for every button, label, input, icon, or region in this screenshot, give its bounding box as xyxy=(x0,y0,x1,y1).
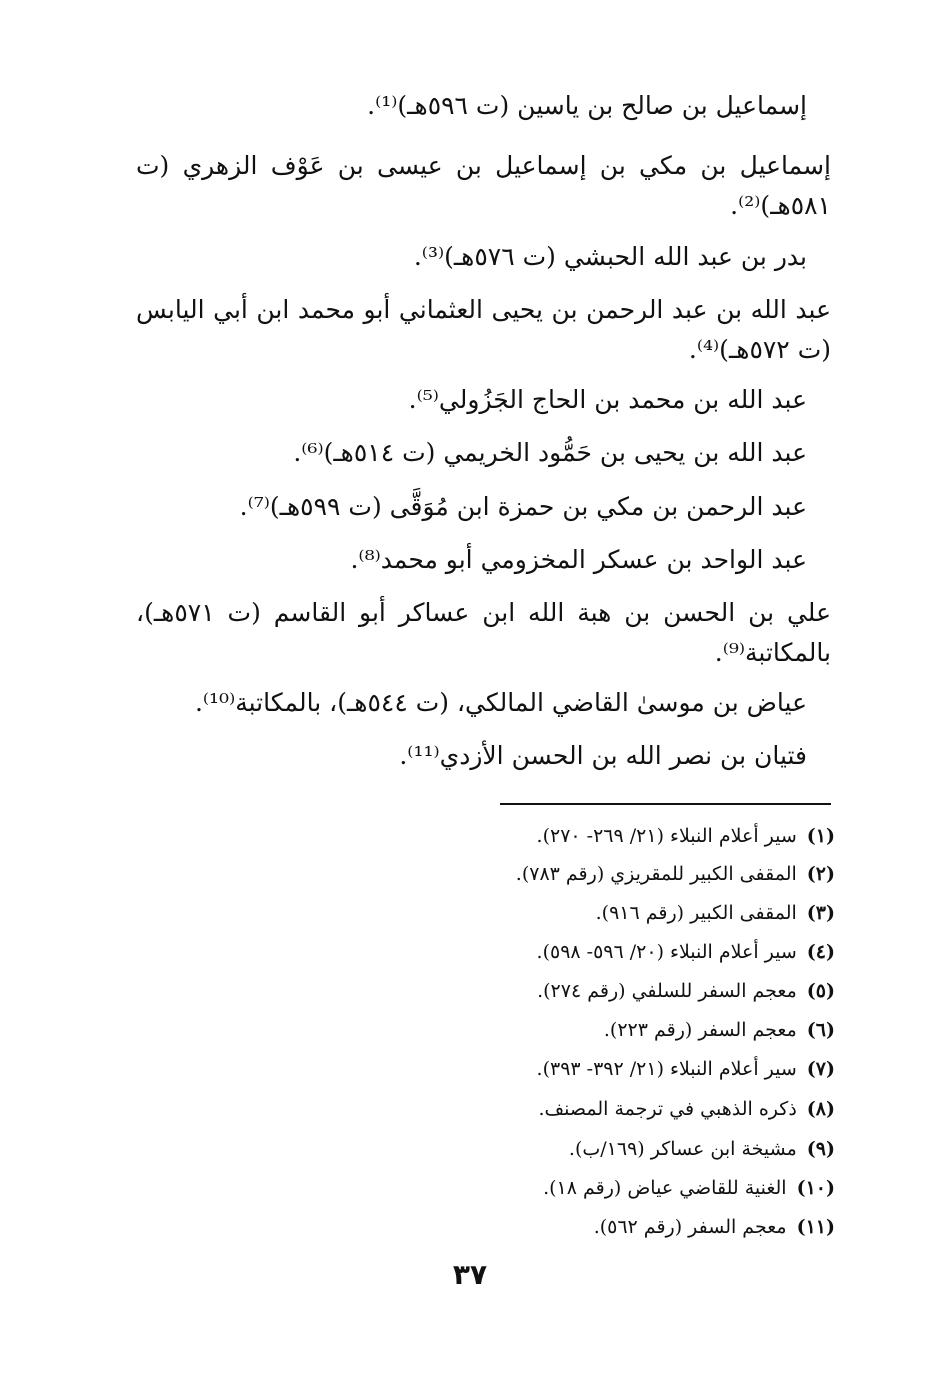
footnote-number: (١٠) xyxy=(796,1177,835,1199)
footnote-10 xyxy=(543,1174,835,1202)
footnote-number: (٢) xyxy=(806,863,835,885)
footnote-7 xyxy=(537,1055,835,1083)
footnote-number: (٩) xyxy=(806,1138,835,1160)
entry-5: عبد الله بن محمد بن الحاج الجَزُولي⁽⁵⁾. xyxy=(408,385,807,414)
entry-2: إسماعيل بن مكي بن إسماعيل بن عيسى بن عَوْف الزهري (ت ٥٨١هـ)⁽²⁾. xyxy=(136,151,831,220)
footnote-text: سير أعلام النبلاء (٢١/ ٢٦٩- ٢٧٠). xyxy=(536,825,797,847)
footnote-separator xyxy=(500,803,831,805)
entry-11: فتيان بن نصر الله بن الحسن الأزدي⁽¹¹⁾. xyxy=(399,741,807,770)
entry-1: إسماعيل بن صالح بن ياسين (ت ٥٩٦هـ)⁽¹⁾. xyxy=(367,91,807,120)
entry-6: عبد الله بن يحيى بن حَمُّود الخريمي (ت ٥١٤هـ)⁽⁶⁾. xyxy=(293,438,807,467)
footnote-text: سير أعلام النبلاء (٢٠/ ٥٩٦- ٥٩٨). xyxy=(536,941,797,963)
footnote-text: معجم السفر (رقم ٥٦٢). xyxy=(593,1216,787,1238)
footnote-number: (١) xyxy=(806,825,835,847)
footnote-9 xyxy=(569,1135,835,1163)
footnote-number: (٣) xyxy=(806,902,835,924)
footnote-11 xyxy=(594,1213,835,1241)
footnote-text: المقفى الكبير (رقم ٩١٦). xyxy=(595,902,797,924)
footnote-text: المقفى الكبير للمقريزي (رقم ٧٨٣). xyxy=(515,863,797,885)
footnote-text: سير أعلام النبلاء (٢١/ ٣٩٢- ٣٩٣). xyxy=(536,1058,797,1080)
footnote-number: (٦) xyxy=(806,1019,835,1041)
footnote-text: الغنية للقاضي عياض (رقم ١٨). xyxy=(543,1177,787,1199)
entry-7: عبد الرحمن بن مكي بن حمزة ابن مُوَقَّى (ت ٥٩٩هـ)⁽⁷⁾. xyxy=(239,492,807,521)
footnote-2 xyxy=(516,860,835,888)
footnote-4 xyxy=(537,938,835,966)
footnote-number: (٥) xyxy=(806,980,835,1002)
entry-8: عبد الواحد بن عسكر المخزومي أبو محمد⁽⁸⁾. xyxy=(350,545,807,574)
footnote-text: مشيخة ابن عساكر (١٦٩/ب). xyxy=(568,1138,797,1160)
footnote-number: (٧) xyxy=(806,1058,835,1080)
footnote-text: معجم السفر (رقم ٢٢٣). xyxy=(603,1019,797,1041)
footnote-8 xyxy=(538,1095,835,1123)
footnote-text: معجم السفر للسلفي (رقم ٢٧٤). xyxy=(537,980,797,1002)
page-number: ٣٧ xyxy=(452,1258,488,1291)
entry-4: عبد الله بن عبد الرحمن بن يحيى العثماني أبو محمد ابن أبي اليابس (ت ٥٧٢هـ)⁽⁴⁾. xyxy=(136,295,831,364)
entry-3: بدر بن عبد الله الحبشي (ت ٥٧٦هـ)⁽³⁾. xyxy=(413,242,807,271)
footnote-number: (٨) xyxy=(806,1098,835,1120)
entry-9: علي بن الحسن بن هبة الله ابن عساكر أبو القاسم (ت ٥٧١هـ)، بالمكاتبة⁽⁹⁾. xyxy=(136,598,831,667)
footnote-3 xyxy=(596,899,835,927)
entry-10: عياض بن موسىٰ القاضي المالكي، (ت ٥٤٤هـ)، بالمكاتبة⁽¹⁰⁾. xyxy=(194,688,807,717)
footnote-6 xyxy=(604,1016,835,1044)
footnote-number: (١١) xyxy=(796,1216,835,1238)
footnote-number: (٤) xyxy=(806,941,835,963)
footnote-text: ذكره الذهبي في ترجمة المصنف. xyxy=(538,1098,797,1120)
footnote-5 xyxy=(537,977,835,1005)
footnote-1 xyxy=(537,822,835,850)
